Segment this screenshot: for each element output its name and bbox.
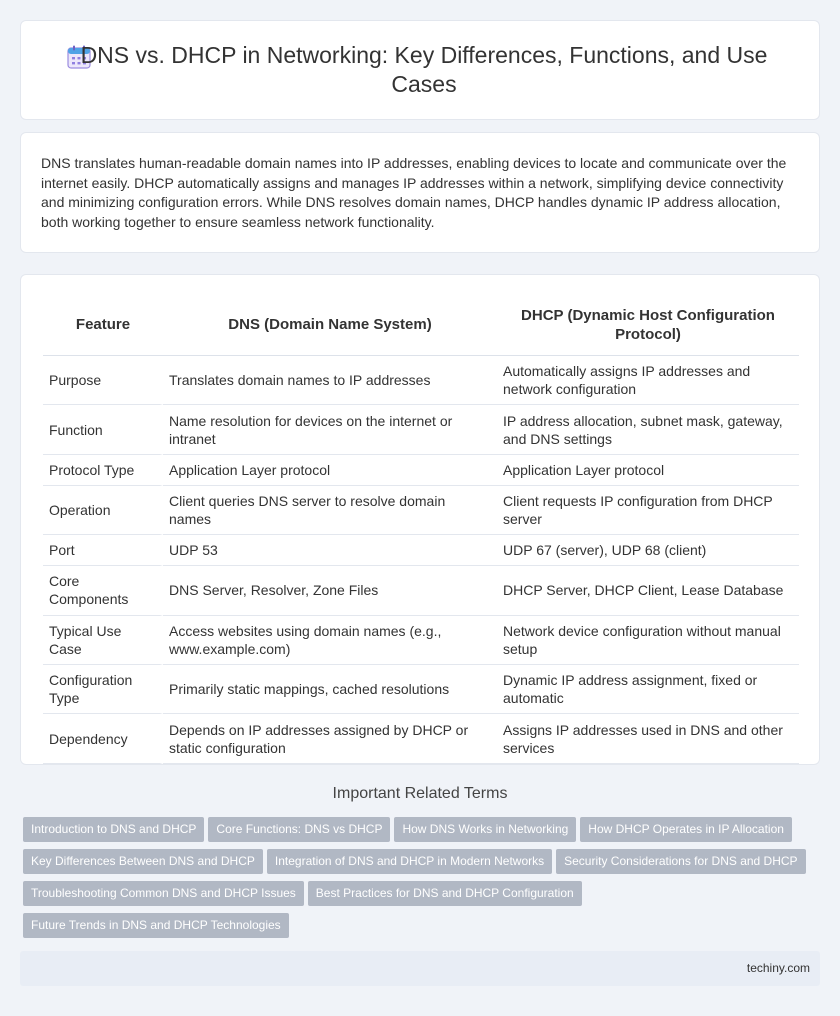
dhcp-cell: DHCP Server, DHCP Client, Lease Database <box>497 566 799 615</box>
dhcp-cell: Application Layer protocol <box>497 455 799 486</box>
table-header-row <box>43 294 799 356</box>
table-row <box>43 616 799 665</box>
feature-cell: Port <box>43 535 163 566</box>
dns-cell: Primarily static mappings, cached resolutions <box>163 665 497 714</box>
dhcp-cell: Network device configuration without manual setup <box>497 616 799 665</box>
related-terms-heading: Important Related Terms <box>332 785 508 802</box>
dhcp-cell: UDP 67 (server), UDP 68 (client) <box>497 535 799 566</box>
table-row <box>43 356 799 405</box>
title-card <box>20 20 820 120</box>
title-wrap <box>66 41 774 99</box>
feature-cell: Dependency <box>43 714 163 763</box>
header-dhcp: DHCP (Dynamic Host Configuration Protocol) <box>497 294 799 356</box>
related-term-tag[interactable]: How DHCP Operates in IP Allocation <box>580 817 792 842</box>
dhcp-cell: Client requests IP configuration from DHCP server <box>497 486 799 535</box>
feature-cell: Function <box>43 405 163 454</box>
related-terms-list <box>23 817 823 945</box>
dhcp-cell: Dynamic IP address assignment, fixed or automatic <box>497 665 799 714</box>
dhcp-cell: IP address allocation, subnet mask, gateway, and DNS settings <box>497 405 799 454</box>
dns-cell: Client queries DNS server to resolve domain names <box>163 486 497 535</box>
intro-card <box>20 132 820 253</box>
related-term-tag[interactable]: Introduction to DNS and DHCP <box>23 817 204 842</box>
related-term-tag[interactable]: How DNS Works in Networking <box>394 817 576 842</box>
comparison-table <box>43 294 799 764</box>
dns-cell: Translates domain names to IP addresses <box>163 356 497 405</box>
related-term-tag[interactable]: Future Trends in DNS and DHCP Technologies <box>23 913 289 938</box>
intro-paragraph: DNS translates human-readable domain names into IP addresses, enabling devices to locate and communicate over the internet easily. DHCP automatically assigns and manages IP addresses within a network, simplifying device connectivity and minimizing configuration errors. While DNS resolves domain names, DHCP handles dynamic IP address allocation, both working together to ensure seamless network functionality. <box>41 155 787 230</box>
dhcp-cell: Assigns IP addresses used in DNS and other services <box>497 714 799 763</box>
related-term-tag[interactable]: Integration of DNS and DHCP in Modern Networks <box>267 849 552 874</box>
feature-cell: Core Components <box>43 566 163 615</box>
dns-cell: Access websites using domain names (e.g., www.example.com) <box>163 616 497 665</box>
comparison-table-card <box>20 274 820 765</box>
table-row <box>43 665 799 714</box>
dns-cell: Application Layer protocol <box>163 455 497 486</box>
table-row <box>43 714 799 763</box>
footer <box>20 951 820 986</box>
feature-cell: Typical Use Case <box>43 616 163 665</box>
page-title: DNS vs. DHCP in Networking: Key Differences, Functions, and Use Cases <box>80 42 768 97</box>
table-row <box>43 455 799 486</box>
dns-cell: DNS Server, Resolver, Zone Files <box>163 566 497 615</box>
header-dns: DNS (Domain Name System) <box>163 294 497 356</box>
related-term-tag[interactable]: Security Considerations for DNS and DHCP <box>556 849 805 874</box>
table-row <box>43 535 799 566</box>
related-term-tag[interactable]: Core Functions: DNS vs DHCP <box>208 817 390 842</box>
feature-cell: Configuration Type <box>43 665 163 714</box>
table-row <box>43 566 799 615</box>
feature-cell: Operation <box>43 486 163 535</box>
footer-site-link[interactable]: techiny.com <box>746 961 810 975</box>
related-term-tag[interactable]: Key Differences Between DNS and DHCP <box>23 849 263 874</box>
dhcp-cell: Automatically assigns IP addresses and network configuration <box>497 356 799 405</box>
related-term-tag[interactable]: Best Practices for DNS and DHCP Configuration <box>308 881 582 906</box>
header-feature: Feature <box>43 294 163 356</box>
feature-cell: Purpose <box>43 356 163 405</box>
dns-cell: Name resolution for devices on the internet or intranet <box>163 405 497 454</box>
dns-cell: Depends on IP addresses assigned by DHCP or static configuration <box>163 714 497 763</box>
table-row <box>43 405 799 454</box>
dns-cell: UDP 53 <box>163 535 497 566</box>
feature-cell: Protocol Type <box>43 455 163 486</box>
related-term-tag[interactable]: Troubleshooting Common DNS and DHCP Issues <box>23 881 304 906</box>
table-row <box>43 486 799 535</box>
